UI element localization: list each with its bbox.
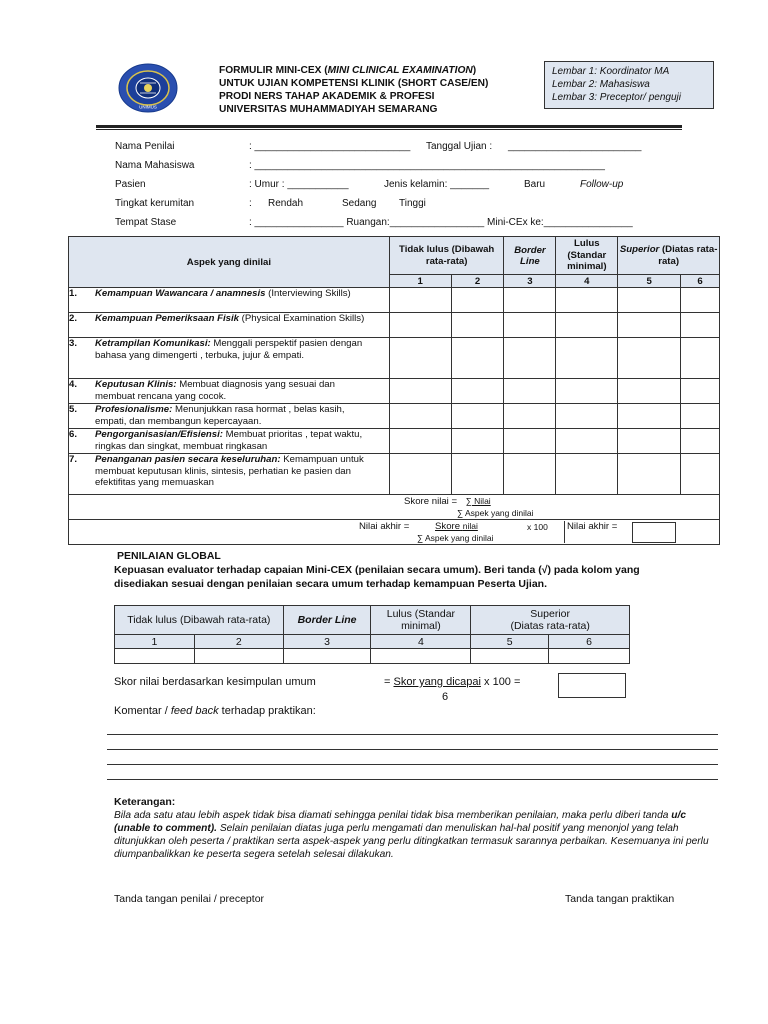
nilai-akhir-box[interactable]	[632, 522, 676, 543]
aspect-number: 1.	[69, 288, 78, 299]
nilai-akhir-nilai: nilai	[462, 521, 478, 531]
nama-penilai-label: Nama Penilai	[115, 141, 175, 152]
skor-global-label: Skor nilai berdasarkan kesimpulan umum	[114, 676, 316, 688]
title-line3: PRODI NERS TAHAP AKADEMIK & PROFESI	[219, 91, 435, 102]
score-cell-4[interactable]	[556, 429, 618, 454]
global-col-6: 6	[549, 635, 630, 649]
score-cell-4[interactable]	[556, 404, 618, 429]
skor-global-eq: =	[384, 676, 391, 688]
score-col-2: 2	[451, 275, 504, 288]
title-line1-prefix: FORMULIR MINI-CEX (	[219, 65, 328, 76]
aspect-row	[69, 288, 720, 313]
global-col-3: 3	[283, 635, 371, 649]
aspect-text	[95, 338, 375, 361]
nilai-akhir-x100: x 100	[527, 522, 548, 532]
score-cell-6[interactable]	[681, 313, 720, 338]
jenis-kelamin-field[interactable]: Jenis kelamin: _______	[384, 179, 490, 190]
komentar-line-4[interactable]	[107, 779, 718, 780]
score-cell-1[interactable]	[389, 379, 451, 404]
score-cell-6[interactable]	[681, 404, 720, 429]
aspect-title: Ketrampilan Komunikasi:	[95, 338, 211, 349]
aspect-item	[69, 429, 390, 454]
aspect-number: 7.	[69, 454, 78, 465]
score-col-6: 6	[681, 275, 720, 288]
skor-global-numerator: Skor yang dicapai	[393, 676, 481, 688]
global-check-1[interactable]	[115, 649, 195, 664]
tidak-lulus-header	[389, 237, 504, 275]
score-cell-5[interactable]	[618, 313, 681, 338]
umur-field[interactable]: : Umur : ___________	[249, 179, 349, 190]
global-title: PENILAIAN GLOBAL	[117, 550, 221, 562]
komentar-label	[114, 705, 316, 717]
nilai-akhir-divider	[564, 521, 565, 543]
aspect-description: (Physical Examination Skills)	[238, 313, 365, 324]
score-cell-4[interactable]	[556, 379, 618, 404]
nama-mahasiswa-label: Nama Mahasiswa	[115, 160, 195, 171]
global-col-5: 5	[471, 635, 549, 649]
score-cell-1[interactable]	[389, 404, 451, 429]
aspect-description: Menggali perspektif pasien dengan bahasa yang dimengerti , terbuka, jujur & empati.	[95, 338, 363, 361]
pasien-label: Pasien	[115, 179, 146, 190]
score-cell-5[interactable]	[618, 404, 681, 429]
aspect-assessment-table	[68, 236, 720, 545]
global-instruction: Kepuasan evaluator terhadap capaian Mini-CEX (penilaian secara umum). Beri tanda (√) pada kolom yang disediakan sesuai dengan penilaian secara umum terhadap kemampuan Peserta Ujian.	[114, 564, 640, 590]
score-cell-2[interactable]	[451, 338, 504, 379]
score-cell-1[interactable]	[389, 454, 451, 495]
global-col-1: 1	[115, 635, 195, 649]
score-cell-3[interactable]	[504, 454, 556, 495]
score-cell-3[interactable]	[504, 404, 556, 429]
aspect-text	[95, 454, 375, 489]
header-divider-thick	[96, 125, 682, 128]
score-cell-4[interactable]	[556, 288, 618, 313]
skor-global-x100: x 100 =	[484, 676, 521, 688]
aspect-item	[69, 338, 390, 379]
global-border-line-header: Border Line	[283, 606, 371, 635]
aspect-row	[69, 429, 720, 454]
score-cell-3[interactable]	[504, 288, 556, 313]
tinggi-option[interactable]: Tinggi	[399, 198, 426, 209]
aspect-text	[95, 288, 375, 300]
sheet-distribution-box	[544, 61, 714, 109]
title-line1-suffix: )	[472, 65, 477, 76]
komentar-line-1[interactable]	[107, 734, 718, 735]
score-col-3: 3	[504, 275, 556, 288]
keterangan-text-a: Bila ada satu atau lebih aspek tidak bisa diamati sehingga penilai tidak bisa memberikan penilaian, maka perlu diberi tanda	[114, 810, 672, 821]
global-assessment-table	[114, 605, 630, 664]
nama-penilai-field[interactable]: : ____________________________	[249, 141, 411, 152]
score-cell-1[interactable]	[389, 429, 451, 454]
aspect-number: 6.	[69, 429, 78, 440]
aspect-description: Kemampuan untuk membuat keputusan klinis, sintesis, perhatian ke pasien dan efektifitas yang memuaskan	[95, 454, 364, 488]
aspect-text	[95, 379, 375, 402]
skore-nilai-numerator: ∑ Nilai	[465, 496, 491, 506]
aspect-item	[69, 379, 390, 404]
aspect-title: Keputusan Klinis:	[95, 379, 177, 390]
aspect-text	[95, 404, 375, 427]
aspect-row	[69, 313, 720, 338]
sheet-1: Lembar 1: Koordinator MA	[552, 66, 670, 77]
score-cell-4[interactable]	[556, 313, 618, 338]
aspect-row	[69, 454, 720, 495]
tanggal-ujian-label: Tanggal Ujian :	[426, 141, 493, 152]
skore-nilai-label: Skore nilai =	[404, 496, 458, 507]
score-col-4: 4	[556, 275, 618, 288]
tempat-ruangan-minicex-fields[interactable]: : ________________ Ruangan:_________________ Mini-CEx ke:________________	[249, 217, 633, 228]
tanggal-ujian-field[interactable]: ________________________	[508, 141, 642, 152]
global-superior-line1: Superior	[530, 607, 570, 620]
skor-global-box[interactable]	[558, 673, 626, 698]
score-cell-5[interactable]	[618, 288, 681, 313]
komentar-line-2[interactable]	[107, 749, 718, 750]
aspect-description: Membuat diagnosis yang sesuai dan membuat rencana yang cocok.	[95, 379, 335, 402]
lulus-header: Lulus (Standar minimal)	[556, 237, 618, 275]
skor-global-denominator: 6	[442, 691, 449, 703]
aspect-text	[95, 429, 375, 452]
score-cell-5[interactable]	[618, 454, 681, 495]
nilai-akhir-row	[69, 520, 720, 545]
keterangan-text-c: Selain penilaian diatas juga perlu mengamati dan menuliskan hal-hal positif yang menonjol yang telah ditunjukkan oleh peserta / praktikan serta aspek-aspek yang perlu ditingkatkan termasuk sarannya perbaikan. Kesemuanya ini perlu diumpanbalikkan ke peserta segera setelah selesai dilakukan.	[114, 823, 709, 860]
komentar-line-3[interactable]	[107, 764, 718, 765]
aspect-title: Profesionalisme:	[95, 404, 173, 415]
aspect-description: (Interviewing Skills)	[265, 288, 351, 299]
aspect-title: Penanganan pasien secara keseluruhan:	[95, 454, 281, 465]
nilai-akhir-skore: Skore	[435, 521, 461, 532]
title-line4: UNIVERSITAS MUHAMMADIYAH SEMARANG	[219, 104, 438, 115]
university-logo	[118, 63, 178, 113]
skore-nilai-denominator: ∑ Aspek yang dinilai	[457, 508, 534, 518]
rendah-option[interactable]: Rendah	[268, 198, 304, 209]
keterangan-text-b: u/c (unable to comment).	[114, 810, 686, 834]
superior-header	[618, 237, 720, 275]
aspect-title: Kemampuan Wawancara / anamnesis	[95, 288, 266, 299]
nilai-akhir-label: Nilai akhir =	[359, 521, 410, 532]
global-col-2: 2	[194, 635, 283, 649]
tempat-stase-label: Tempat Stase	[115, 217, 177, 228]
score-cell-6[interactable]	[681, 454, 720, 495]
nama-mahasiswa-field[interactable]: : _______________________________________________________________	[249, 160, 605, 171]
tingkat-kerumitan-label: Tingkat kerumitan	[115, 198, 195, 209]
score-cell-1[interactable]	[389, 288, 451, 313]
score-cell-3[interactable]	[504, 313, 556, 338]
score-cell-2[interactable]	[451, 404, 504, 429]
aspect-title: Pengorganisasian/Efisiensi:	[95, 429, 223, 440]
global-check-5[interactable]	[471, 649, 549, 664]
score-cell-3[interactable]	[504, 429, 556, 454]
form-title	[219, 64, 488, 116]
score-cell-1[interactable]	[389, 313, 451, 338]
aspect-title: Kemampuan Pemeriksaan Fisik	[95, 313, 239, 324]
superior-header-rest: (Diatas rata-rata)	[658, 244, 718, 267]
global-superior-header	[471, 606, 630, 635]
score-cell-2[interactable]	[451, 379, 504, 404]
follow-up-option[interactable]: Follow-up	[580, 179, 624, 190]
keterangan-title: Keterangan:	[114, 796, 176, 808]
aspect-description: Membuat prioritas , tepat waktu, ringkas dan singkat, membuat ringkasan	[95, 429, 363, 452]
score-col-1: 1	[389, 275, 451, 288]
score-cell-2[interactable]	[451, 454, 504, 495]
sheet-2: Lembar 2: Mahasiswa	[552, 79, 650, 90]
aspect-text	[95, 313, 375, 325]
komentar-suffix: terhadap praktikan:	[221, 705, 316, 717]
aspect-number: 2.	[69, 313, 78, 324]
score-cell-4[interactable]	[556, 454, 618, 495]
score-cell-2[interactable]	[451, 288, 504, 313]
aspect-item	[69, 454, 390, 495]
aspect-item	[69, 313, 390, 338]
signature-praktikan-label: Tanda tangan praktikan	[565, 893, 675, 905]
aspect-description: Menunjukkan rasa hormat , belas kasih, empati, dan membangun kepercayaan.	[95, 404, 345, 427]
score-cell-3[interactable]	[504, 379, 556, 404]
aspect-row	[69, 379, 720, 404]
header-divider-thin	[96, 129, 682, 130]
tingkat-colon: :	[249, 198, 252, 209]
global-check-6[interactable]	[549, 649, 630, 664]
sedang-option[interactable]: Sedang	[342, 198, 377, 209]
nilai-akhir-right-label: Nilai akhir =	[567, 521, 618, 532]
aspect-row	[69, 338, 720, 379]
score-cell-2[interactable]	[451, 313, 504, 338]
keterangan-text	[114, 809, 714, 861]
score-cell-6[interactable]	[681, 429, 720, 454]
score-cell-5[interactable]	[618, 338, 681, 379]
aspect-item	[69, 288, 390, 313]
logo-lettering: UNIMUS	[139, 104, 157, 110]
score-cell-5[interactable]	[618, 429, 681, 454]
global-check-2[interactable]	[194, 649, 283, 664]
komentar-italic: feed back	[170, 705, 219, 717]
score-cell-3[interactable]	[504, 338, 556, 379]
tidak-lulus-header-text: Tidak lulus (Dibawah rata-rata)	[399, 244, 495, 267]
score-cell-6[interactable]	[681, 379, 720, 404]
superior-header-italic: Superior	[619, 244, 660, 255]
score-cell-2[interactable]	[451, 429, 504, 454]
score-cell-5[interactable]	[618, 379, 681, 404]
global-col-4: 4	[371, 635, 471, 649]
aspect-item	[69, 404, 390, 429]
score-cell-6[interactable]	[681, 288, 720, 313]
score-cell-4[interactable]	[556, 338, 618, 379]
title-line1-italic: MINI CLINICAL EXAMINATION	[327, 65, 473, 76]
global-tidak-lulus-header: Tidak lulus (Dibawah rata-rata)	[115, 606, 284, 635]
signature-penilai-label: Tanda tangan penilai / preceptor	[114, 893, 265, 905]
score-col-5: 5	[618, 275, 681, 288]
aspek-header: Aspek yang dinilai	[69, 237, 390, 288]
score-cell-1[interactable]	[389, 338, 451, 379]
global-superior-line2: (Diatas rata-rata)	[510, 620, 590, 632]
title-line2: UNTUK UJIAN KOMPETENSI KLINIK (SHORT CASE/EN)	[219, 78, 489, 89]
global-check-4[interactable]	[371, 649, 471, 664]
global-lulus-header: Lulus (Standar minimal)	[371, 606, 471, 635]
aspect-number: 5.	[69, 404, 78, 415]
sheet-3: Lembar 3: Preceptor/ penguji	[552, 92, 681, 103]
border-line-header: Border Line	[504, 237, 556, 275]
nilai-akhir-denominator: ∑ Aspek yang dinilai	[417, 533, 494, 543]
aspect-number: 4.	[69, 379, 78, 390]
baru-option[interactable]: Baru	[524, 179, 546, 190]
aspect-number: 3.	[69, 338, 78, 349]
skore-nilai-row	[69, 495, 720, 520]
komentar-prefix: Komentar /	[114, 705, 168, 717]
aspect-row	[69, 404, 720, 429]
score-cell-6[interactable]	[681, 338, 720, 379]
global-check-3[interactable]	[283, 649, 371, 664]
